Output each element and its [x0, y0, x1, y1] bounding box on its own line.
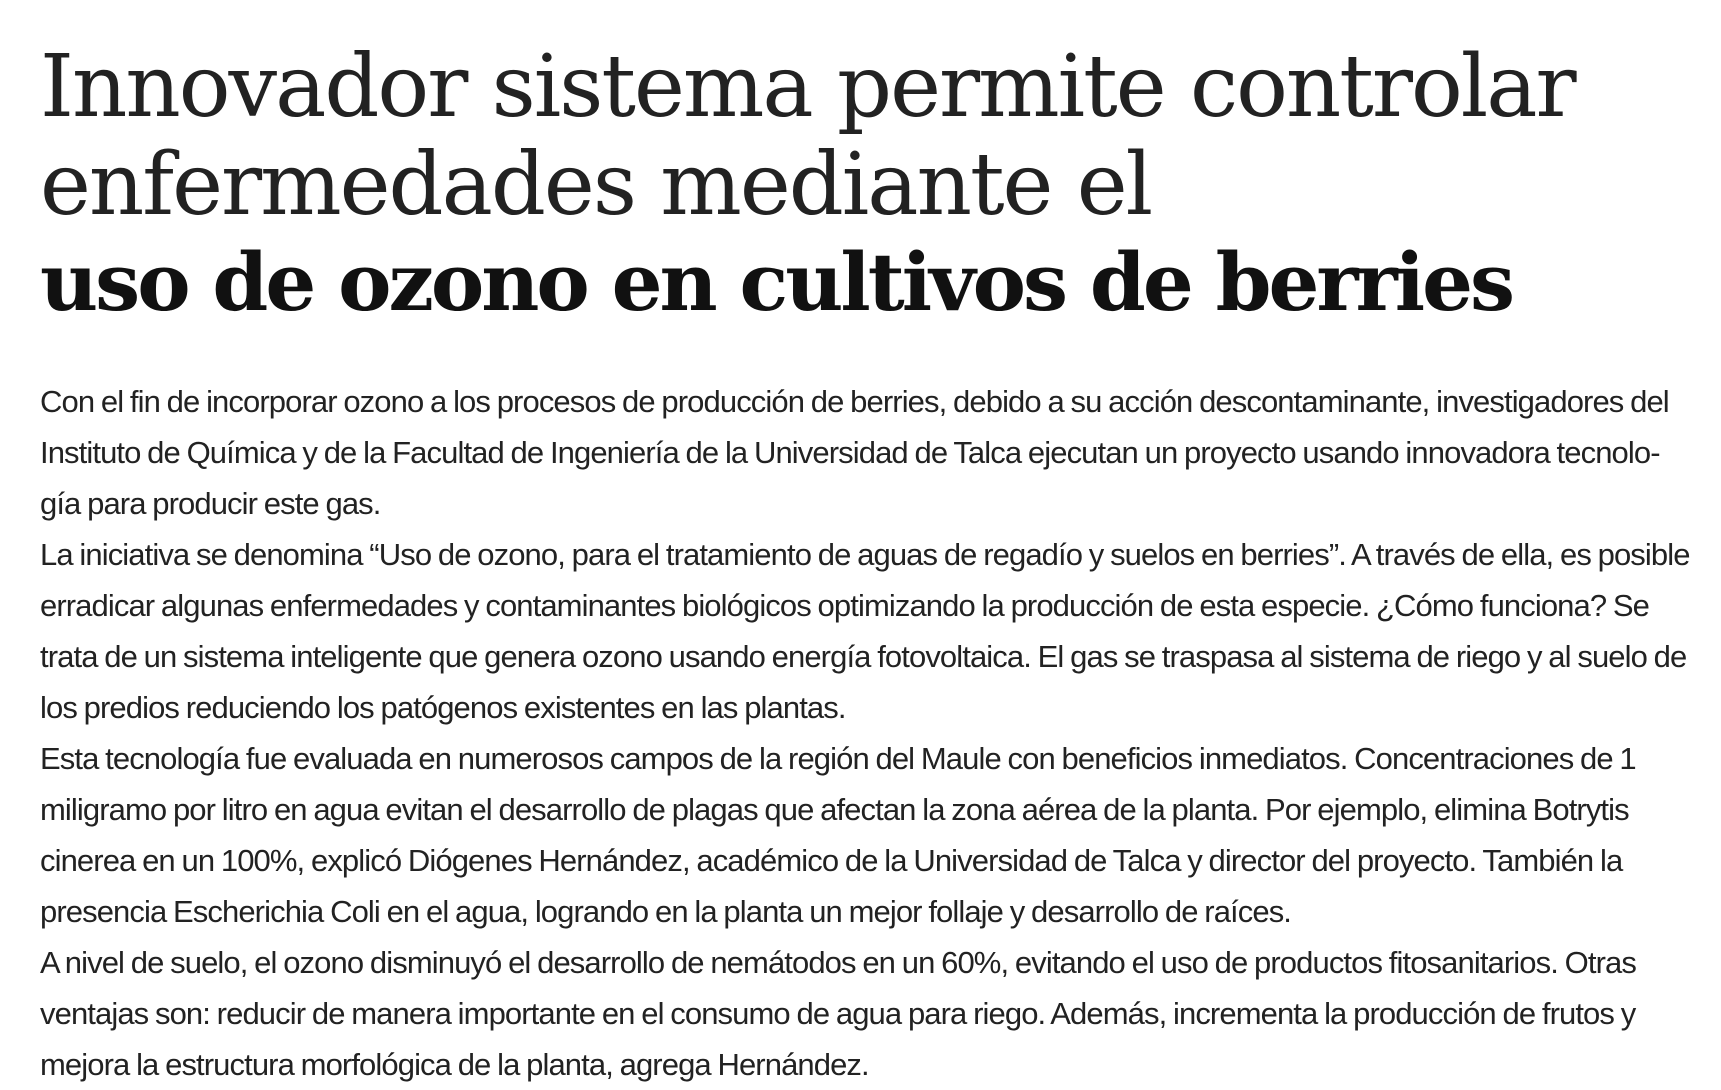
- headline: [40, 38, 1690, 328]
- paragraph-1: Con el fin de incorporar ozono a los procesos de producción de berries, debido a su acción descontaminante, investigadores del Instituto de Química y de la Facultad de Ingeniería de la Universidad de Talca ejecutan un proyecto usando innovadora tecnología para producir este gas.: [40, 384, 1669, 521]
- article-body: [40, 376, 1690, 1090]
- headline-bold-line: uso de ozono en cultivos de berries: [40, 235, 1513, 329]
- headline-line-2: enfermedades mediante el: [40, 135, 1152, 235]
- paragraph-4: A nivel de suelo, el ozono disminuyó el desarrollo de nemátodos en un 60%, evitando el uso de productos fitosanitarios. Otras ventajas son: reducir de manera importante en el consumo de agua para riego. Además, incrementa la producción de frutos y mejora la estructura morfológica de la planta, agrega Hernández.: [40, 945, 1636, 1082]
- headline-line-1: Innovador sistema permite controlar: [40, 37, 1575, 137]
- article: [40, 38, 1690, 1090]
- paragraph-2: La iniciativa se denomina “Uso de ozono, para el tratamiento de aguas de regadío y suelos en berries”. A través de ella, es posible erradicar algunas enfermedades y contaminantes biológicos optimizando la producción de esta especie. ¿Cómo funciona? Se trata de un sistema inteligente que genera ozono usando energía fotovoltaica. El gas se traspasa al sistema de riego y al suelo de los predios reduciendo los patógenos existentes en las plantas.: [40, 537, 1690, 725]
- paragraph-3: Esta tecnología fue evaluada en numerosos campos de la región del Maule con beneficios inmediatos. Concentraciones de 1 miligramo por litro en agua evitan el desarrollo de plagas que afectan la zona aérea de la planta. Por ejemplo, elimina Botrytis cinerea en un 100%, explicó Diógenes Hernández, académico de la Universidad de Talca y director del proyecto. También la presencia Escherichia Coli en el agua, logrando en la planta un mejor follaje y desarrollo de raíces.: [40, 741, 1636, 929]
